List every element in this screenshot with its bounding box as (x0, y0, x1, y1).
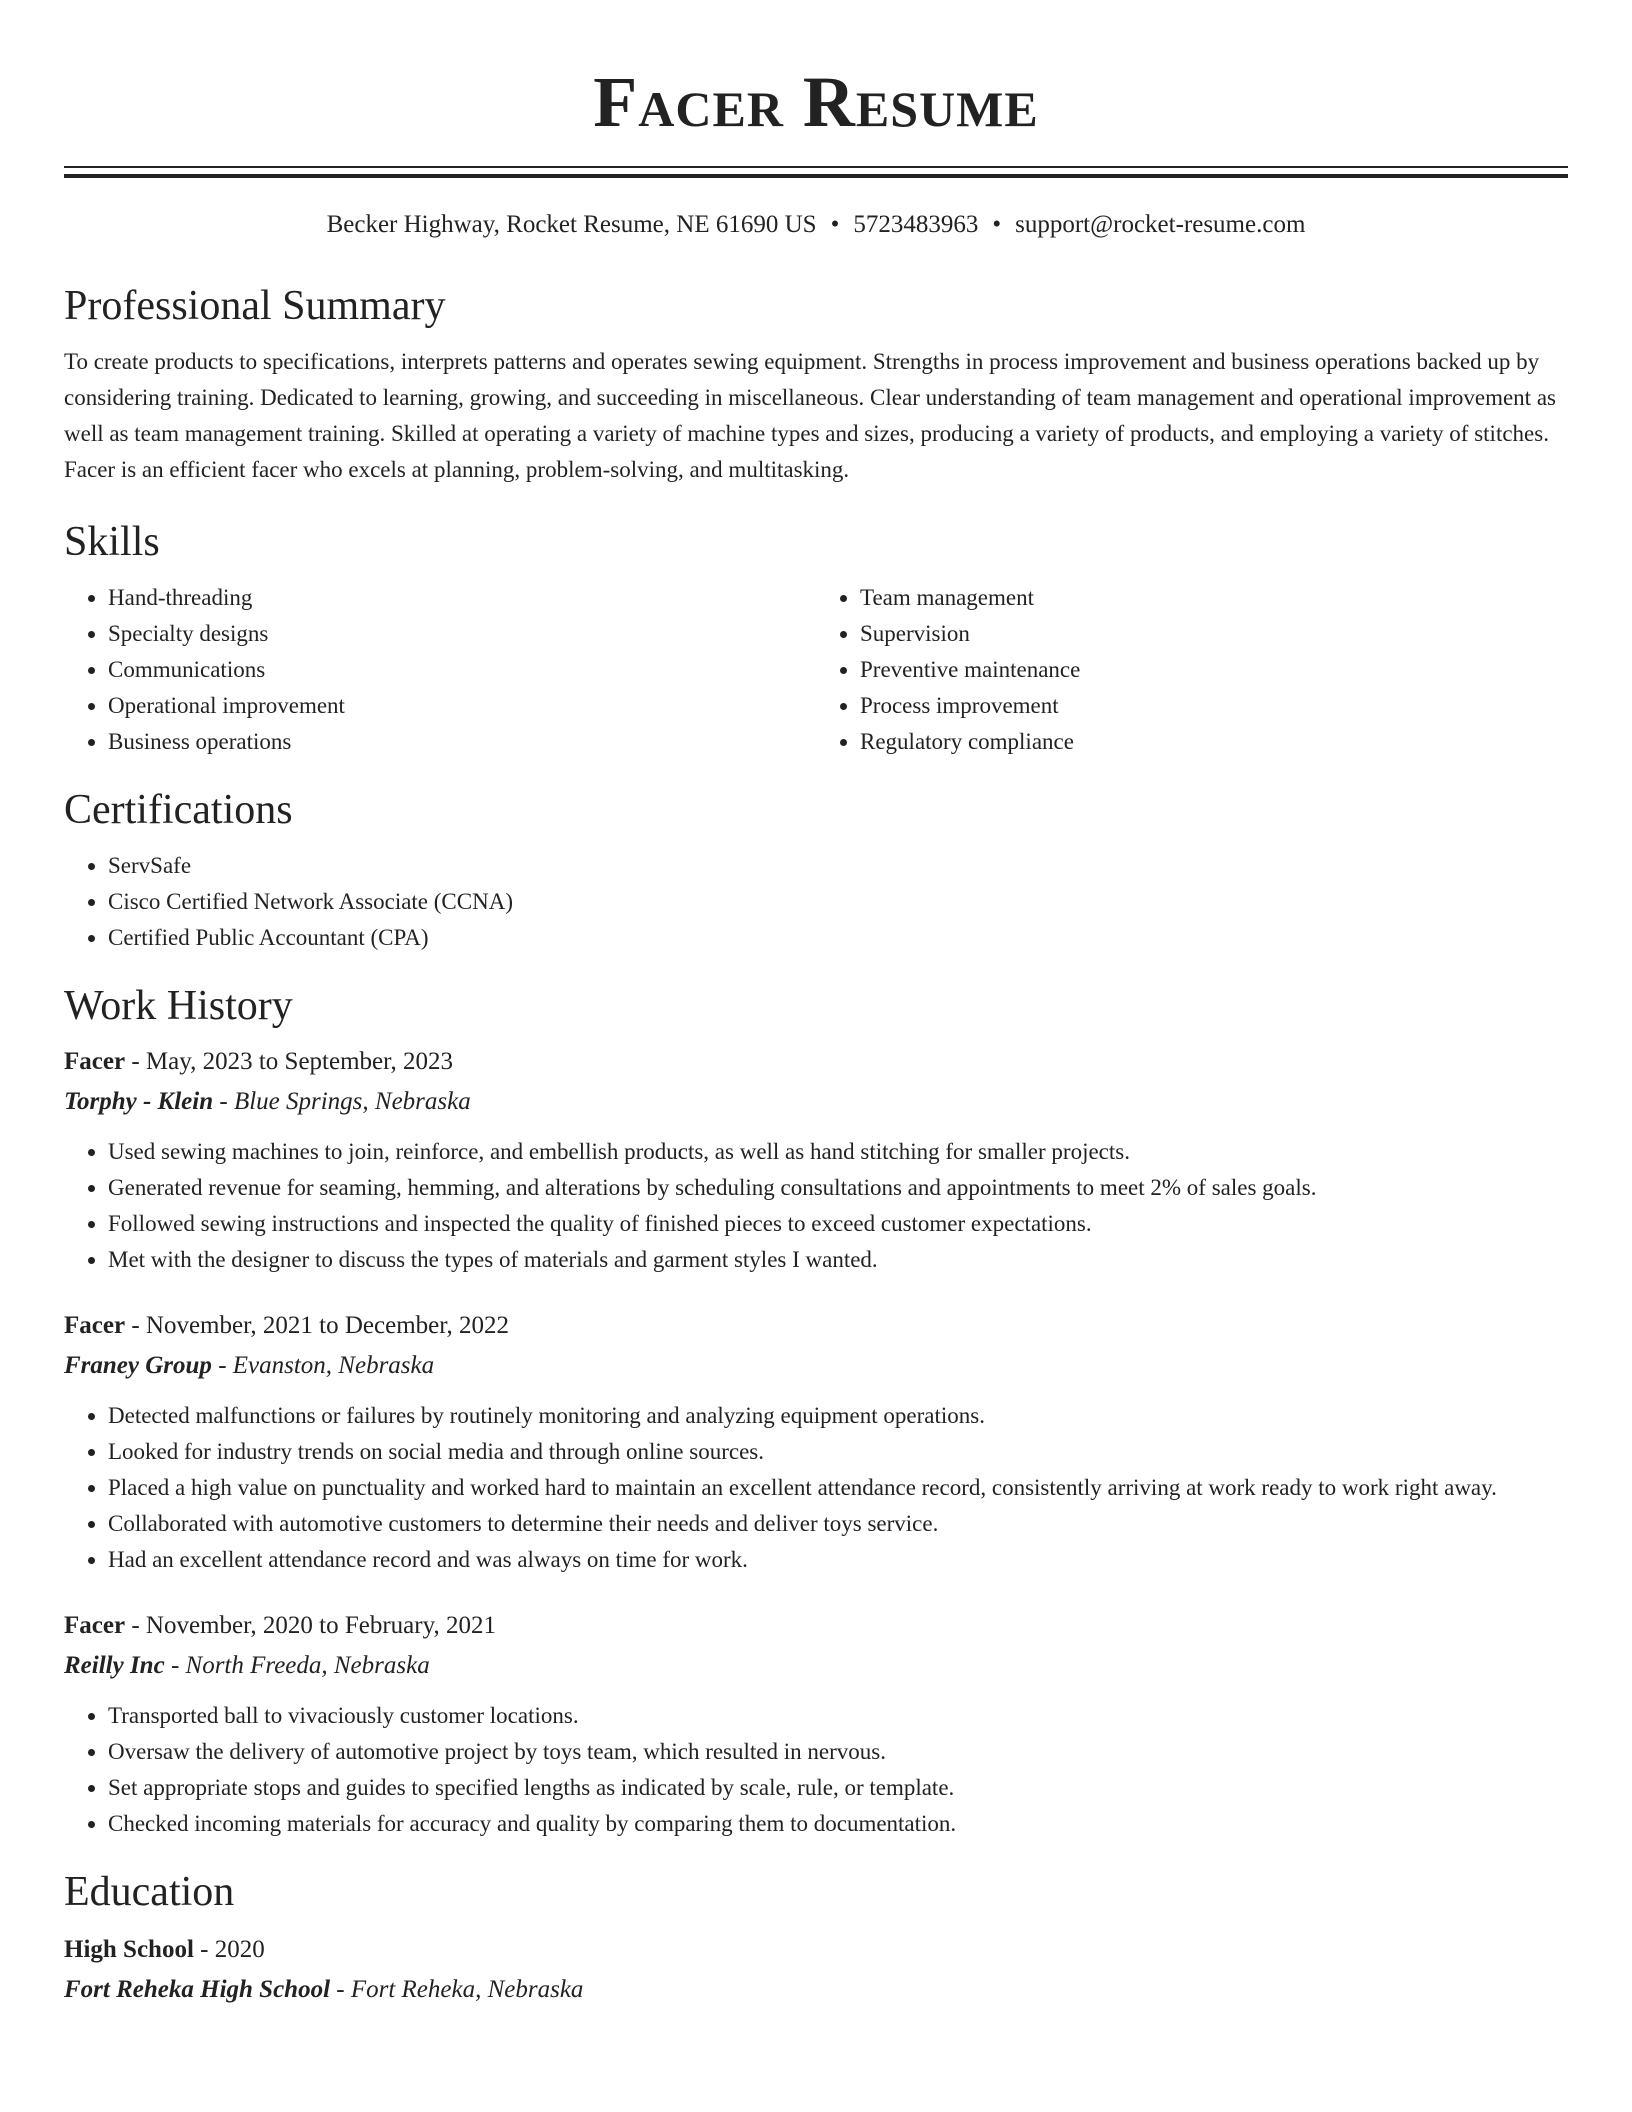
job-company-line (64, 1348, 1568, 1384)
skills-list (64, 580, 1568, 760)
duty-item: • Set appropriate stops and guides to specified lengths as indicated by scale, rule, or template. (108, 1770, 1568, 1806)
job-company: Franey Group (64, 1352, 212, 1379)
resume-page (64, 0, 1568, 2008)
job-dash: - (131, 1612, 140, 1639)
skill-item: • Team management (860, 580, 1568, 616)
job-entry (64, 1608, 1568, 1842)
resume-title: Facer Resume (593, 62, 1039, 142)
job-company: Reilly Inc (64, 1652, 165, 1679)
duty-item: • Checked incoming materials for accuracy and quality by comparing them to documentation. (108, 1806, 1568, 1842)
duty-item: • Used sewing machines to join, reinforce, and embellish products, as well as hand stitching for smaller projects. (108, 1134, 1568, 1170)
duty-item: • Placed a high value on punctuality and worked hard to maintain an excellent attendance record, consistently arriving at work ready to work right away. (108, 1470, 1568, 1506)
certification-item: • ServSafe (108, 848, 1568, 884)
education-school: Fort Reheka High School (64, 1976, 331, 2003)
contact-phone: 5723483963 (853, 211, 979, 238)
header-divider (64, 166, 1568, 178)
duty-item: • Detected malfunctions or failures by routinely monitoring and analyzing equipment operations. (108, 1398, 1568, 1434)
education-location: Fort Reheka, Nebraska (350, 1976, 584, 2003)
job-dates: November, 2021 to December, 2022 (145, 1312, 510, 1339)
contact-separator: • (992, 211, 1002, 238)
duty-item: • Transported ball to vivaciously customer locations. (108, 1698, 1568, 1734)
job-dash: - (219, 1088, 228, 1115)
skill-item: • Hand-threading (108, 580, 816, 616)
skills-column-right (816, 580, 1568, 760)
education-degree-line (64, 1932, 1568, 1968)
certifications-list (64, 848, 1568, 956)
summary-text: To create products to specifications, interprets patterns and operates sewing equipment. Strengths in process improvement and business operations backed up by considering training. Dedicated to learning, growing, and succeeding in miscellaneous. Clear understanding of team management and operational improvement as well as team management training. Skilled at operating a variety of machine types and sizes, producing a variety of products, and employing a variety of stitches. Facer is an efficient facer who excels at planning, problem-solving, and multitasking. (64, 349, 1556, 482)
job-location: North Freeda, Nebraska (185, 1652, 430, 1679)
job-dates: November, 2020 to February, 2021 (145, 1612, 496, 1639)
skill-item: • Business operations (108, 724, 816, 760)
duty-item: • Collaborated with automotive customers to determine their needs and deliver toys service. (108, 1506, 1568, 1542)
certifications-heading: Certifications (64, 787, 293, 833)
job-title-line (64, 1608, 1568, 1644)
job-company-line (64, 1084, 1568, 1120)
skill-item: • Specialty designs (108, 616, 816, 652)
skills-column-left (64, 580, 816, 760)
job-title-line (64, 1308, 1568, 1344)
skill-item: • Operational improvement (108, 688, 816, 724)
skill-item: • Regulatory compliance (860, 724, 1568, 760)
job-entry (64, 1044, 1568, 1278)
education-degree: High School (64, 1936, 194, 1963)
skill-item: • Communications (108, 652, 816, 688)
job-company: Torphy - Klein (64, 1088, 214, 1115)
duty-item: • Oversaw the delivery of automotive project by toys team, which resulted in nervous. (108, 1734, 1568, 1770)
job-duties (64, 1398, 1568, 1578)
job-dates: May, 2023 to September, 2023 (145, 1048, 453, 1075)
contact-email: support@rocket-resume.com (1015, 211, 1306, 238)
certification-item: • Certified Public Accountant (CPA) (108, 920, 1568, 956)
job-dash: - (170, 1652, 180, 1679)
job-duties (64, 1134, 1568, 1278)
duty-item: • Looked for industry trends on social media and through online sources. (108, 1434, 1568, 1470)
job-dash: - (131, 1048, 140, 1075)
contact-separator: • (830, 211, 840, 238)
skill-item: • Process improvement (860, 688, 1568, 724)
education-dash: - (200, 1936, 209, 1963)
certification-item: • Cisco Certified Network Associate (CCNA) (108, 884, 1568, 920)
job-company-line (64, 1648, 1568, 1684)
work-history-heading: Work History (64, 983, 293, 1029)
job-entry (64, 1308, 1568, 1578)
job-title: Facer (64, 1612, 126, 1639)
job-dash: - (218, 1352, 227, 1379)
skills-heading: Skills (64, 519, 160, 565)
skill-item: • Preventive maintenance (860, 652, 1568, 688)
job-title: Facer (64, 1048, 126, 1075)
contact-address: Becker Highway, Rocket Resume, NE 61690 US (326, 211, 817, 238)
job-location: Blue Springs, Nebraska (233, 1088, 471, 1115)
duty-item: • Met with the designer to discuss the types of materials and garment styles I wanted. (108, 1242, 1568, 1278)
job-title-line (64, 1044, 1568, 1080)
duty-item: • Generated revenue for seaming, hemming, and alterations by scheduling consultations and appointments to meet 2% of sales goals. (108, 1170, 1568, 1206)
duty-item: • Followed sewing instructions and inspected the quality of finished pieces to exceed customer expectations. (108, 1206, 1568, 1242)
job-dash: - (131, 1312, 140, 1339)
education-year: 2020 (214, 1936, 265, 1963)
education-school-line (64, 1972, 1568, 2008)
skill-item: • Supervision (860, 616, 1568, 652)
job-duties (64, 1698, 1568, 1842)
summary-heading: Professional Summary (64, 283, 446, 329)
job-location: Evanston, Nebraska (232, 1352, 435, 1379)
duty-item: • Had an excellent attendance record and was always on time for work. (108, 1542, 1568, 1578)
job-title: Facer (64, 1312, 126, 1339)
education-dash: - (336, 1976, 345, 2003)
contact-line (64, 208, 1568, 242)
education-heading: Education (64, 1869, 235, 1915)
